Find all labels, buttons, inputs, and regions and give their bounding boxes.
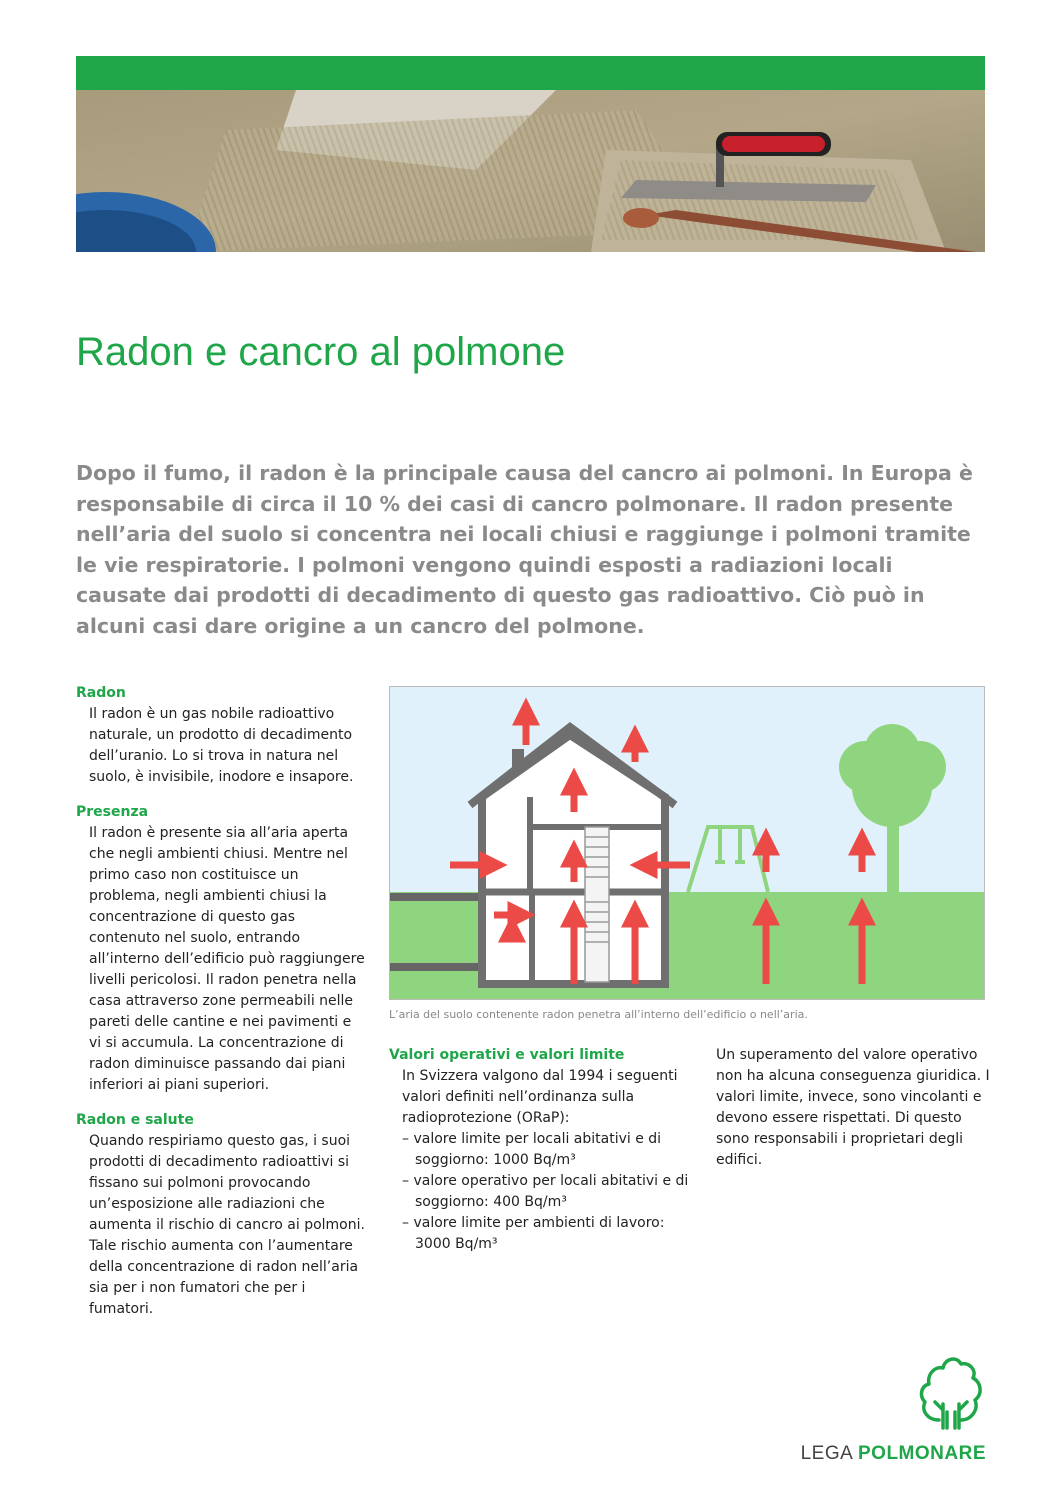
header-green-bar [76,56,985,90]
logo-text-regular: LEGA [800,1443,858,1464]
header-photo-trowel [76,90,985,252]
list-item: – valore operativo per locali abitativi e di soggiorno: 400 Bq/m³ [402,1173,689,1210]
page-title: Radon e cancro al polmone [76,330,566,374]
left-column [76,683,366,1334]
section-text-superamento: Un superamento del valore operativo non ha alcuna conseguenza giuridica. I valori limite, invece, sono vincolanti e devono essere rispettati. Di questo sono responsabili i proprietari degli edifici. [716,1047,990,1168]
logo-text-bold: POLMONARE [858,1443,986,1464]
radon-house-illustration [389,686,985,1000]
right-column [716,1045,991,1185]
list-item: – valore limite per ambienti di lavoro: 3000 Bq/m³ [402,1215,665,1252]
section-text-presenza: Il radon è presente sia all’aria aperta che negli ambienti chiusi. Mentre nel primo caso non costituisce un problema, negli ambienti chiusi la concentrazione di questo gas contenuto nel suolo, entrando all’interno dell’edificio può raggiungere livelli pericolosi. Il radon penetra nella casa attraverso zone permeabili nelle pareti delle cantine e nei pavimenti e vi si accumula. La concentrazione di radon diminuisce passando dai piani inferiori ai piani superiori. [89,825,365,1093]
section-text-salute: Quando respiriamo questo gas, i suoi prodotti di decadimento radioattivi si fissano sui polmoni provocando un’esposizione alle radiazioni che aumenta il rischio di cancro ai polmoni. Tale rischio aumenta con l’aumentare della concentrazione di radon nell’aria sia per i non fumatori che per i fumatori. [89,1133,365,1317]
section-heading-valori: Valori operativi e valori limite [389,1047,625,1063]
lega-polmonare-logo-text [801,1443,986,1465]
section-heading-salute: Radon e salute [76,1112,194,1128]
figure-caption: L’aria del suolo contenente radon penetra all’interno dell’edificio o nell’aria. [389,1008,808,1021]
section-heading-radon: Radon [76,685,126,701]
middle-column [389,1045,689,1255]
section-text-valori: In Svizzera valgono dal 1994 i seguenti valori definiti nell’ordinanza sulla radioprotezione (ORaP): [402,1068,678,1126]
intro-paragraph: Dopo il fumo, il radon è la principale causa del cancro ai polmoni. In Europa è responsabile di circa il 10 % dei casi di cancro polmonare. Il radon presente nell’aria del suolo si concentra nei locali chiusi e raggiunge i polmoni tramite le vie respiratorie. I polmoni vengono quindi esposti a radiazioni locali causate dai prodotti di decadimento di questo gas radioattivo. Ciò può in alcuni casi dare origine a un cancro del polmone. [76,461,973,638]
values-list [402,1129,689,1255]
list-item: – valore limite per locali abitativi e di soggiorno: 1000 Bq/m³ [402,1131,662,1168]
section-text-radon: Il radon è un gas nobile radioattivo naturale, un prodotto di decadimento dell’uranio. Lo si trova in natura nel suolo, è invisibile, inodore e insapore. [89,706,354,785]
section-heading-presenza: Presenza [76,804,149,820]
lega-polmonare-tree-logo-icon [917,1352,985,1432]
